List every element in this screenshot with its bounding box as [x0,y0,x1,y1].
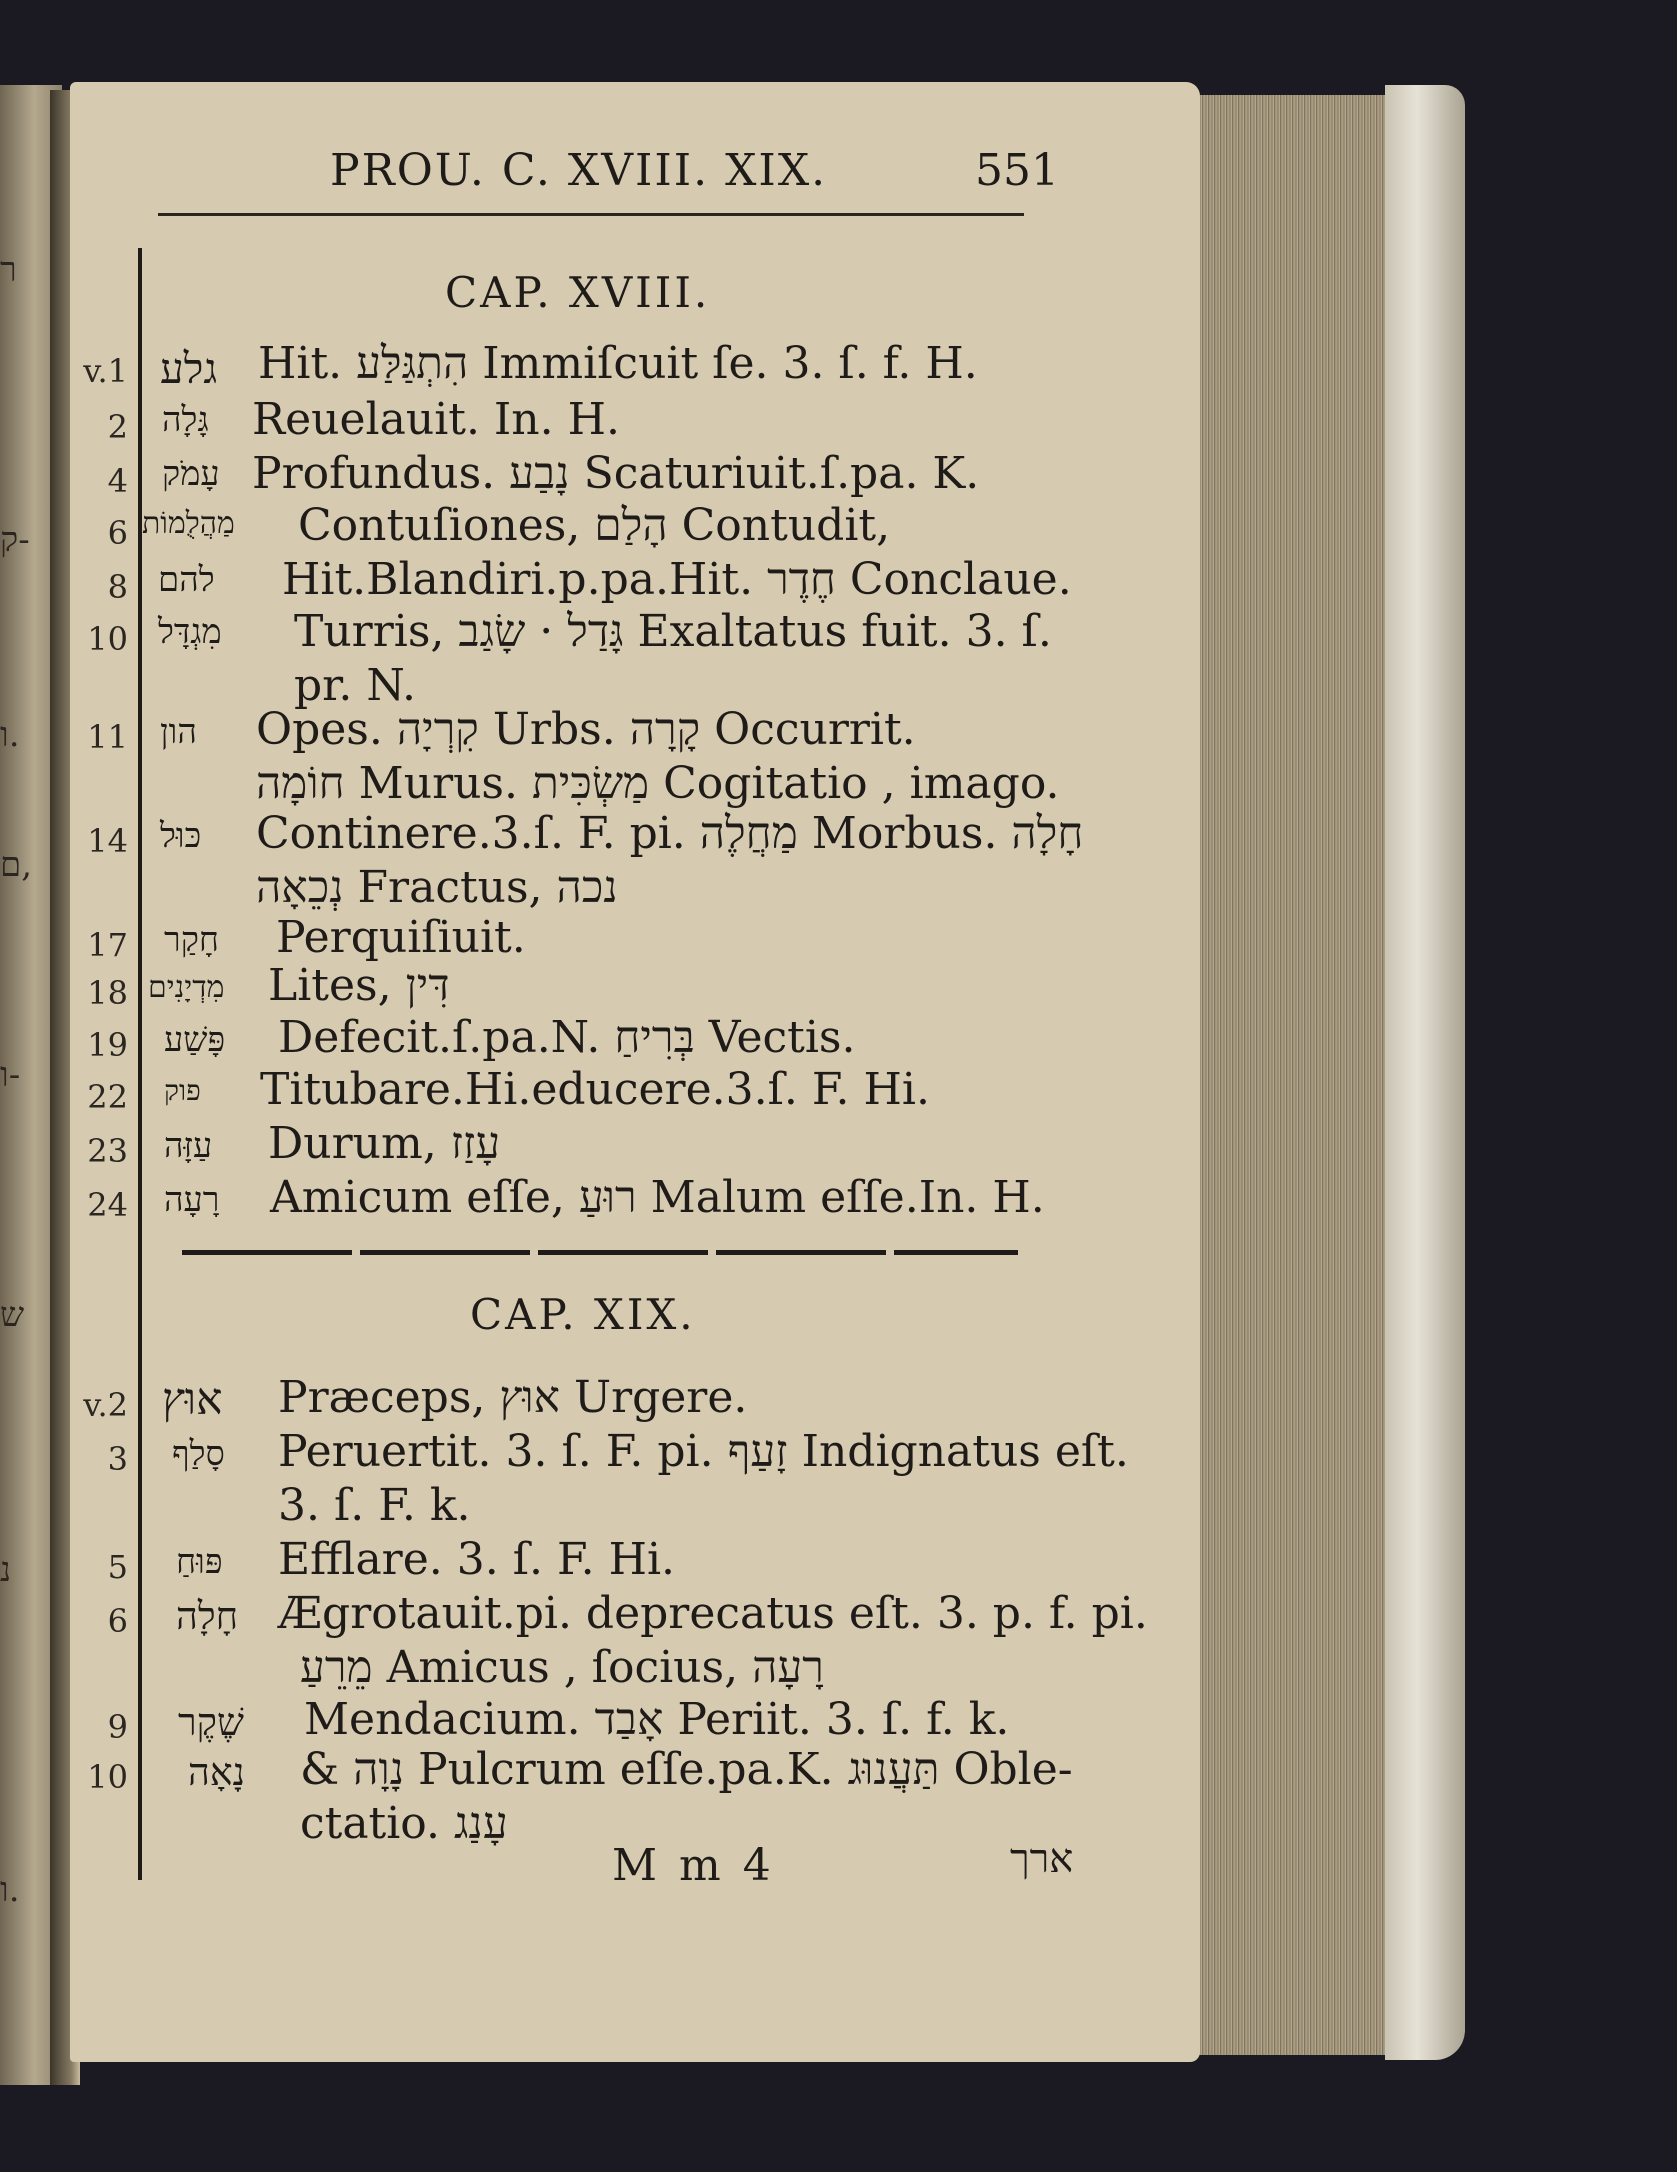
entry-text: Mendacium. אָבַד Periit. 3. ſ. f. k. [304,1694,1010,1745]
left-stub-text: ו. [0,1870,20,1910]
entry-text: Efflare. 3. ſ. F. Hi. [278,1534,676,1585]
hebrew-root: נָאָה [188,1750,246,1794]
hebrew-root: עַזָּה [164,1126,213,1166]
left-stub-text: ק- [0,520,30,560]
entry-continuation: 3. ſ. F. k. [278,1480,471,1531]
verse-number: 2 [107,408,128,446]
entry-text: Hit.Blandiri.p.pa.Hit. חֶדֶר Conclaue. [282,554,1072,605]
chapter-title: CAP. XVIII. [445,268,711,317]
hebrew-root: גָּלָה [162,400,209,440]
verse-number: 4 [107,462,128,500]
entry-continuation: ctatio. עָנַג [300,1798,508,1849]
entry-text: Turris, גָּדַל · שָׂגַב Exaltatus fuit. 3. ſ. [294,606,1052,657]
page-number: 551 [975,145,1059,196]
verse-number: v.2 [83,1386,128,1424]
verse-number: 10 [87,1758,128,1796]
verse-number: 24 [87,1186,128,1224]
entry-text: Opes. קִרְיָה Urbs. קָרָה Occurrit. [256,704,916,755]
left-stub-text: נ [0,1550,12,1590]
entry-text: Reuelauit. In. H. [252,394,620,445]
entry-text: Profundus. נָבַע Scaturiuit.ſ.pa. K. [252,448,980,499]
entry-text: Ægrotauit.pi. deprecatus eſt. 3. p. f. pi. [278,1588,1148,1639]
hebrew-root: גלע [160,344,218,393]
verse-number: 17 [87,926,128,964]
left-stub-text: ם, [0,845,33,885]
entry-text: Perquiſiuit. [276,912,526,963]
hebrew-root: עָמֹק [162,454,220,494]
left-stub-text: ו- [0,1055,21,1095]
verse-number: 8 [107,568,128,606]
verse-number: 6 [107,514,128,552]
verse-number: 5 [107,1548,128,1586]
hebrew-root: אוּץ [162,1374,223,1425]
entry-text: Defecit.ſ.pa.N. בְּרִיחַ Vectis. [278,1012,856,1063]
page-edges [1190,95,1390,2055]
entry-continuation: מֵרֵעַ Amicus , ſocius, רָעָה [300,1642,824,1693]
hebrew-root: רָעָה [164,1180,220,1220]
entry-text: & נָוָה Pulcrum eſſe.pa.K. תַּעֲנוּג Oble- [300,1744,1073,1795]
hebrew-root: מַהֲלֻמוֹת [142,506,235,541]
entry-text: Contuſiones, הָלַם Contudit, [298,500,891,551]
entry-text: Præceps, אוּץ Urgere. [278,1372,748,1423]
verse-number: 10 [87,620,128,658]
hebrew-root: כּוּל [160,816,202,856]
entry-text: Hit. הִתְגַּלַּע Immiſcuit ſe. 3. ſ. f. H. [258,338,978,389]
hebrew-root: מִגְדָּל [158,612,222,652]
verse-number: 11 [87,718,128,756]
left-stub-text: ש [0,1295,25,1335]
entry-text: Amicum eſſe, רוּעַ Malum eſſe.In. H. [270,1172,1045,1223]
verse-number: 6 [107,1602,128,1640]
header-rule [158,213,1024,216]
verse-number: 22 [87,1078,128,1116]
hebrew-root: מִדְיָנִים [148,970,225,1005]
chapter-separator [182,1250,1018,1255]
entry-text: Peruertit. 3. ſ. F. pi. זָעַף Indignatus eſt. [278,1426,1129,1477]
entry-continuation: pr. N. [294,660,417,711]
entry-text: Durum, עָזַז [268,1118,501,1169]
entry-continuation: חוֹמָה Murus. מַשְׂכִּית Cogitatio , imago. [256,758,1060,809]
verse-number: 18 [87,974,128,1012]
left-stub-text: ו. [0,715,20,755]
verse-number: v.1 [83,352,128,390]
hebrew-root: פוק [164,1074,201,1107]
entry-continuation: נְכֵאָה Fractus, נכה [256,862,618,913]
chapter-title: CAP. XIX. [470,1290,696,1339]
book-cover-edge [1385,85,1465,2060]
hebrew-root: להם [158,560,215,600]
verse-number: 23 [87,1132,128,1170]
entry-text: Continere.3.ſ. F. pi. מַחֲלֶה Morbus. חָלָה [256,808,1084,859]
hebrew-root: חָלָה [176,1594,239,1638]
entry-text: Lites, דִּין [268,960,450,1011]
verse-number: 3 [107,1440,128,1478]
hebrew-root: שֶׁקֶר [178,1700,244,1744]
verse-number: 19 [87,1026,128,1064]
signature-mark: M m 4 [612,1840,775,1891]
verse-number: 9 [107,1708,128,1746]
running-title: PROU. C. XVIII. XIX. [330,145,828,196]
margin-rule [138,248,142,1880]
hebrew-root: פָּשַׁע [164,1020,226,1060]
hebrew-root: הון [160,712,197,752]
hebrew-root: פּוּחַ [176,1542,223,1582]
verse-number: 14 [87,822,128,860]
hebrew-root: סָלַף [172,1434,225,1474]
left-stub-text: ר [0,250,17,290]
hebrew-root: חָקַר [164,920,220,960]
catchword: ארך [1010,1836,1074,1882]
entry-text: Titubare.Hi.educere.3.ſ. F. Hi. [260,1064,930,1115]
